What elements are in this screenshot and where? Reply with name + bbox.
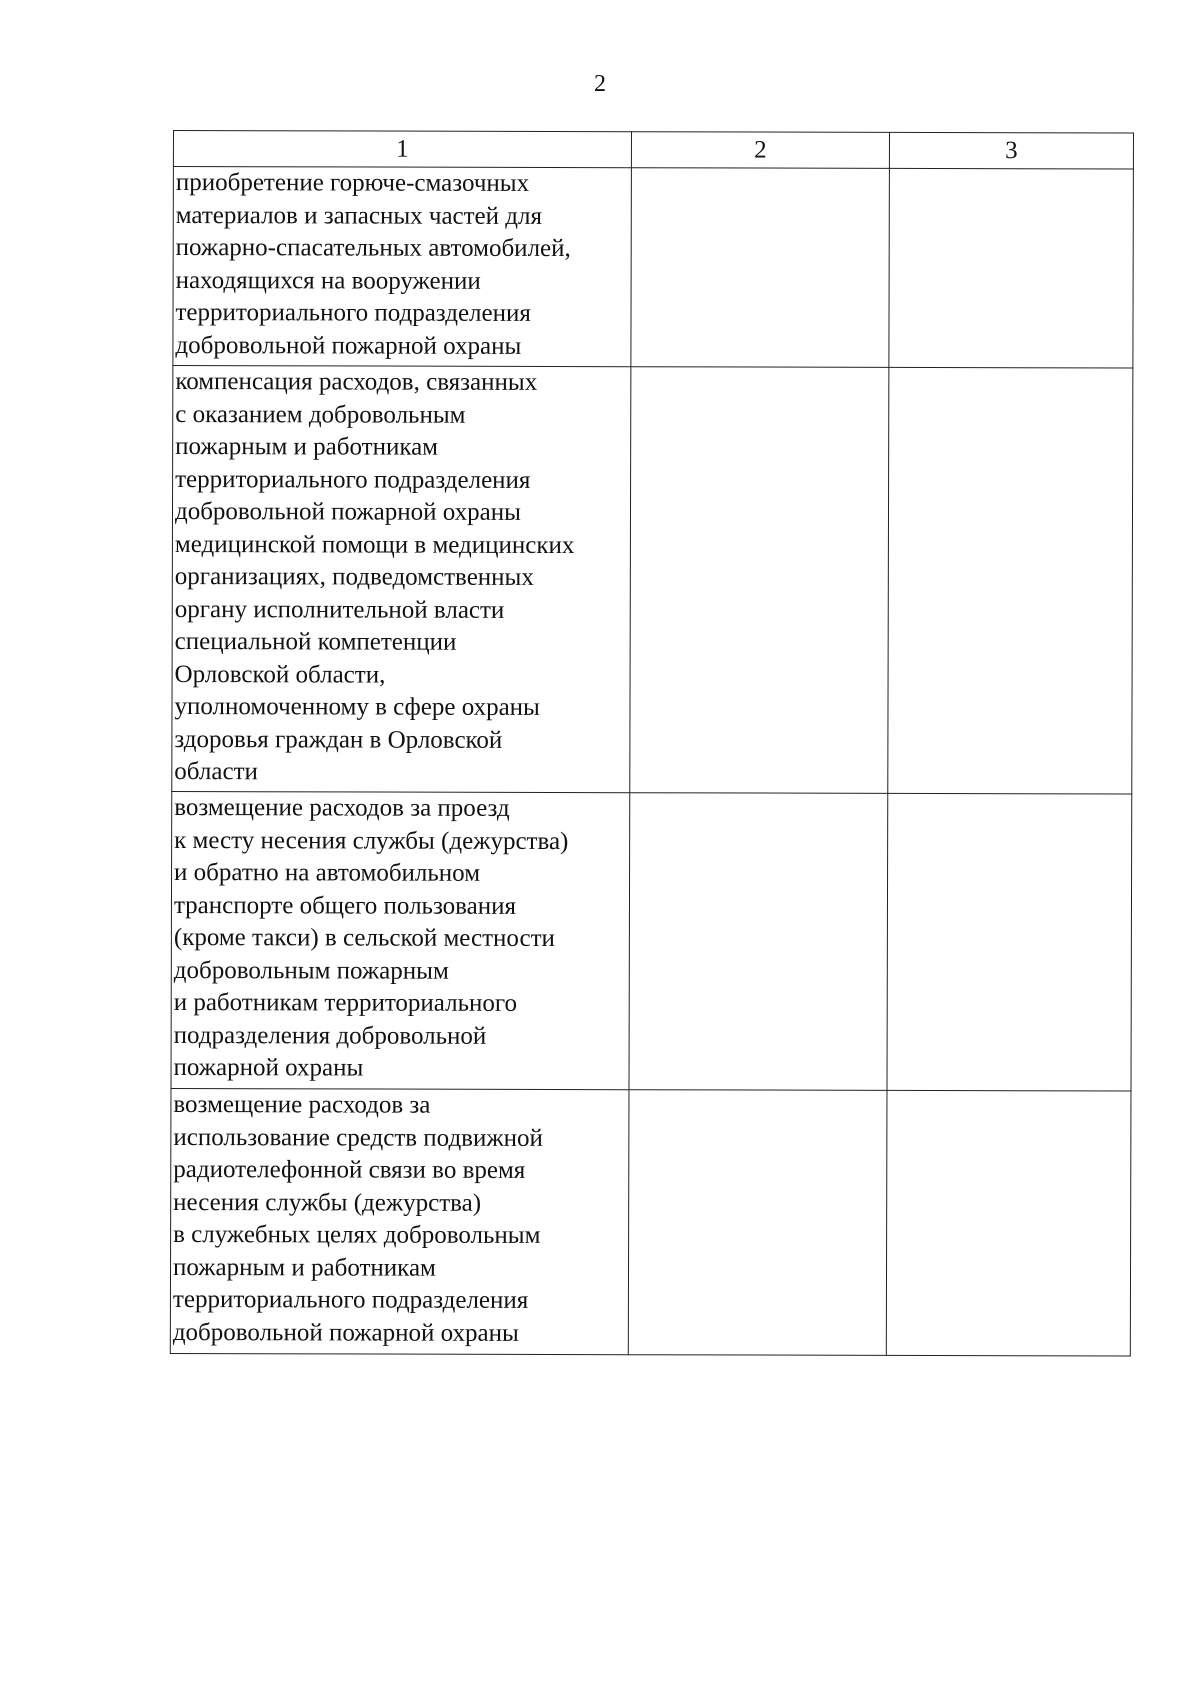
page-number: 2 xyxy=(594,71,606,97)
table-row xyxy=(173,167,1134,369)
table-row xyxy=(170,1088,1131,1356)
table-row xyxy=(172,366,1133,795)
row-col2-cell xyxy=(631,168,890,368)
row-description: приобретение горюче-смазочных материалов и запасных частей для пожарно-спасательных автомобилей, находящихся на вооружении территориального подразделения добровольной пожарной охраны xyxy=(173,167,632,367)
row-description: компенсация расходов, связанных с оказанием добровольным пожарным и работникам территориального подразделения добровольной пожарной охраны медицинской помощи в медицинских организациях, подведомственных органу исполнительной власти специальной компетенции Орловской области, уполномоченному в сфере охраны здоровья граждан в Орловской области xyxy=(172,366,631,793)
column-header-3: 3 xyxy=(889,132,1133,169)
row-col3-cell xyxy=(886,1090,1131,1356)
expense-table xyxy=(170,130,1134,1357)
row-col2-cell xyxy=(630,367,889,794)
row-col2-cell xyxy=(629,793,888,1091)
row-col3-cell xyxy=(887,793,1132,1091)
column-header-2: 2 xyxy=(631,132,889,169)
row-col3-cell xyxy=(889,168,1134,368)
table-row xyxy=(171,791,1132,1091)
row-col2-cell xyxy=(628,1090,887,1356)
column-header-1: 1 xyxy=(173,131,631,168)
row-description: возмещение расходов за проезд к месту несения службы (дежурства) и обратно на автомобильном транспорте общего пользования (кроме такси) в сельской местности добровольным пожарным и работникам территориального подразделения добровольной пожарной охраны xyxy=(171,791,630,1089)
row-col3-cell xyxy=(888,367,1133,794)
row-description: возмещение расходов за использование средств подвижной радиотелефонной связи во время несения службы (дежурства) в служебных целях добровольным пожарным и работникам территориального подразделения добровольной пожарной охраны xyxy=(170,1088,629,1354)
table-header-row xyxy=(173,131,1133,170)
